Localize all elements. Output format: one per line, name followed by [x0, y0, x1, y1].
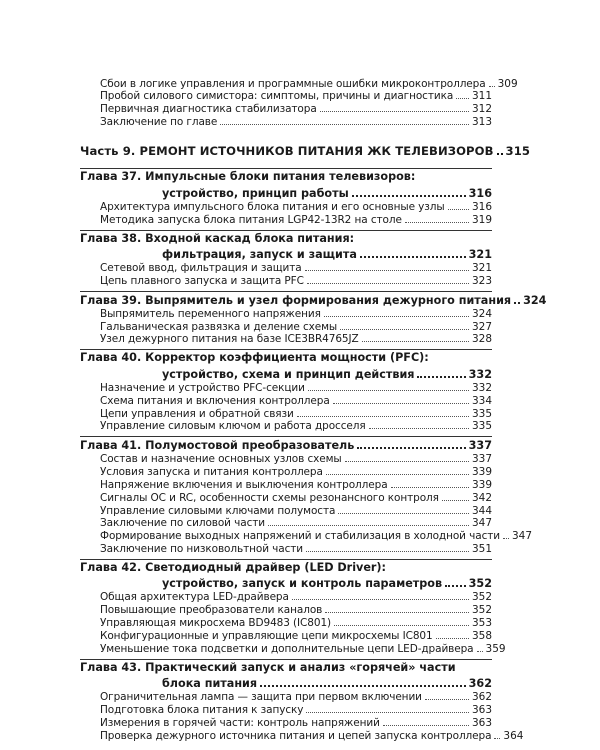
- section-title: Конфигурационные и управляющие цепи микросхемы IC801: [100, 629, 433, 642]
- leader-dots: [352, 195, 466, 197]
- section-page: 312: [471, 103, 492, 116]
- section-line: [100, 331, 492, 345]
- leader-dots: [456, 98, 469, 99]
- section-title: Заключение по главе: [100, 115, 218, 128]
- section-page: 344: [471, 504, 492, 517]
- leader-dots: [308, 390, 469, 391]
- chapter-page: 352: [468, 577, 492, 591]
- section-page: 347: [512, 530, 533, 543]
- section-page: 363: [471, 703, 492, 716]
- leader-dots: [436, 638, 469, 639]
- section-page: 337: [471, 453, 492, 466]
- section-page: 351: [471, 542, 492, 555]
- section-title: Сетевой ввод, фильтрация и защита: [100, 262, 302, 274]
- leader-dots: [442, 500, 469, 501]
- section-title: Условия запуска и питания контроллера: [100, 466, 323, 479]
- chapter-divider: [80, 349, 492, 350]
- section-line: [100, 541, 492, 555]
- chapter-title-line1: Глава 43. Практический запуск и анализ «горячей» части: [80, 660, 456, 674]
- chapter-divider: [80, 659, 492, 660]
- section-line: [100, 728, 524, 742]
- chapter-title-line1: Глава 40. Корректор коэффициента мощности (PFC):: [80, 351, 429, 365]
- leader-dots: [320, 111, 469, 112]
- section-page: 335: [471, 420, 492, 433]
- leader-dots: [369, 428, 469, 429]
- leader-dots: [334, 625, 469, 626]
- chapter-title: блока питания: [162, 677, 258, 691]
- section-line: [100, 212, 492, 226]
- section-line: [100, 273, 492, 287]
- part-line: [80, 144, 531, 159]
- section-page: 358: [471, 629, 492, 642]
- section-title: Управление силовыми ключами полумоста: [100, 504, 336, 517]
- section-title: Управляющая микросхема BD9483 (IC801): [100, 617, 332, 629]
- section-title: Проверка дежурного источника питания и цепей запуска контроллера: [100, 729, 492, 742]
- chapter-title: устройство, запуск и контроль параметров: [162, 577, 443, 591]
- section-title: Уменьшение тока подсветки и дополнительные цепи LED-драйвера: [100, 642, 474, 655]
- leader-dots: [292, 599, 469, 600]
- chapter-divider: [80, 436, 492, 437]
- chapter-title: фильтрация, запуск и защита: [162, 248, 357, 261]
- leader-dots: [494, 738, 500, 739]
- section-page: 335: [471, 407, 492, 420]
- leader-dots: [307, 283, 469, 284]
- leader-dots: [345, 461, 469, 462]
- chapter-page: 324: [523, 293, 547, 307]
- section-page: 319: [471, 213, 492, 226]
- leader-dots: [391, 487, 469, 488]
- section-page: 316: [471, 200, 492, 213]
- chapter-line: [80, 293, 547, 307]
- chapter-title: устройство, схема и принцип действия: [162, 367, 415, 381]
- chapter-title: Глава 39. Выпрямитель и узел формирования дежурного питания: [80, 293, 512, 307]
- section-title: Цепи управления и обратной связи: [100, 407, 294, 420]
- section-page: 353: [471, 617, 492, 629]
- section-page: 347: [471, 517, 492, 530]
- section-page: 327: [471, 320, 492, 333]
- leader-dots: [306, 712, 469, 713]
- leader-dots: [357, 447, 465, 449]
- section-page: 364: [503, 729, 524, 742]
- leader-dots: [497, 153, 503, 155]
- chapter-divider: [80, 230, 492, 231]
- chapter-page: 362: [468, 677, 492, 691]
- chapter-divider: [80, 291, 492, 292]
- chapter-title-line1: Глава 37. Импульсные блоки питания телевизоров:: [80, 170, 416, 184]
- section-page: 311: [471, 90, 492, 103]
- section-line: [100, 114, 492, 128]
- section-page: 339: [471, 478, 492, 491]
- section-title: Измерения в горячей части: контроль напряжений: [100, 716, 380, 729]
- section-page: 362: [471, 691, 492, 704]
- chapter-page: 321: [468, 248, 492, 261]
- leader-dots: [268, 525, 469, 526]
- chapter-line: [162, 576, 492, 590]
- chapter-title: устройство, принцип работы: [162, 186, 349, 200]
- section-line: [100, 418, 492, 432]
- section-page: 363: [471, 716, 492, 729]
- section-title: Первичная диагностика стабилизатора: [100, 103, 317, 116]
- leader-dots: [405, 222, 469, 223]
- section-page: 352: [471, 591, 492, 604]
- section-title: Сигналы ОС и RC, особенности схемы резонансного контроля: [100, 491, 439, 504]
- section-page: 309: [497, 77, 518, 90]
- section-page: 313: [471, 115, 492, 128]
- chapter-line: [162, 247, 492, 261]
- section-title: Пробой силового симистора: симптомы, причины и диагностика: [100, 90, 454, 103]
- leader-dots: [383, 725, 469, 726]
- part-title: Часть 9. РЕМОНТ ИСТОЧНИКОВ ПИТАНИЯ ЖК ТЕЛЕВИЗОРОВ: [80, 144, 494, 159]
- chapter-title-line1: Глава 42. Светодиодный драйвер (LED Driver):: [80, 560, 387, 574]
- chapter-line: [80, 438, 492, 452]
- section-title: Назначение и устройство PFC-секции: [100, 381, 305, 394]
- section-page: 352: [471, 604, 492, 617]
- chapter-line: [162, 367, 492, 381]
- leader-dots: [417, 376, 465, 378]
- leader-dots: [477, 651, 483, 652]
- section-page: 339: [471, 466, 492, 479]
- leader-dots: [362, 341, 469, 342]
- section-title: Заключение по силовой части: [100, 517, 265, 530]
- section-title: Схема питания и включения контроллера: [100, 394, 330, 407]
- leader-dots: [325, 612, 469, 613]
- section-page: 328: [471, 333, 492, 346]
- section-page: 359: [485, 642, 506, 655]
- section-title: Методика запуска блока питания LGP42-13R2 на столе: [100, 213, 402, 226]
- section-title: Состав и назначение основных узлов схемы: [100, 453, 342, 466]
- leader-dots: [445, 585, 466, 587]
- section-title: Управление силовым ключом и работа дросселя: [100, 420, 366, 433]
- section-title: Архитектура импульсного блока питания и его основные узлы: [100, 200, 445, 213]
- leader-dots: [220, 124, 469, 125]
- leader-dots: [338, 513, 469, 514]
- chapter-title: Глава 41. Полумостовой преобразователь: [80, 439, 355, 453]
- chapter-page: 316: [468, 186, 492, 200]
- section-page: 323: [471, 274, 492, 287]
- leader-dots: [489, 86, 495, 87]
- section-title: Ограничительная лампа — защита при первом включении: [100, 691, 422, 704]
- chapter-line: [162, 676, 492, 690]
- section-page: 334: [471, 394, 492, 407]
- section-title: Сбои в логике управления и программные ошибки микроконтроллера: [100, 77, 486, 90]
- chapter-divider: [80, 559, 492, 560]
- leader-dots: [333, 403, 469, 404]
- leader-dots: [503, 538, 509, 539]
- section-title: Повышающие преобразователи каналов: [100, 604, 323, 617]
- chapter-page: 337: [468, 439, 492, 453]
- section-title: Общая архитектура LED-драйвера: [100, 591, 289, 604]
- section-title: Напряжение включения и выключения контроллера: [100, 478, 388, 491]
- section-line: [100, 641, 506, 655]
- section-page: 342: [471, 491, 492, 504]
- chapter-divider: [80, 168, 492, 169]
- leader-dots: [305, 270, 469, 271]
- leader-dots: [326, 474, 469, 475]
- section-title: Подготовка блока питания к запуску: [100, 703, 304, 716]
- leader-dots: [306, 551, 469, 552]
- section-title: Цепь плавного запуска и защита PFC: [100, 274, 304, 287]
- section-title: Формирование выходных напряжений и стабилизация в холодной части: [100, 530, 500, 543]
- section-page: 321: [471, 262, 492, 274]
- part-page: 315: [505, 144, 531, 159]
- section-page: 324: [471, 307, 492, 320]
- leader-dots: [360, 256, 466, 258]
- section-title: Заключение по низковольтной части: [100, 542, 304, 555]
- chapter-line: [162, 186, 492, 200]
- leader-dots: [448, 209, 469, 210]
- leader-dots: [297, 416, 469, 417]
- section-title: Узел дежурного питания на базе ICE3BR4765JZ: [100, 333, 359, 346]
- chapter-title-line1: Глава 38. Входной каскад блока питания:: [80, 231, 355, 245]
- leader-dots: [260, 685, 466, 687]
- leader-dots: [514, 302, 520, 304]
- section-title: Гальваническая развязка и деление схемы: [100, 320, 338, 333]
- chapter-page: 332: [468, 367, 492, 381]
- leader-dots: [425, 699, 469, 700]
- leader-dots: [324, 316, 469, 317]
- section-page: 332: [471, 381, 492, 394]
- leader-dots: [340, 329, 469, 330]
- section-title: Выпрямитель переменного напряжения: [100, 307, 321, 320]
